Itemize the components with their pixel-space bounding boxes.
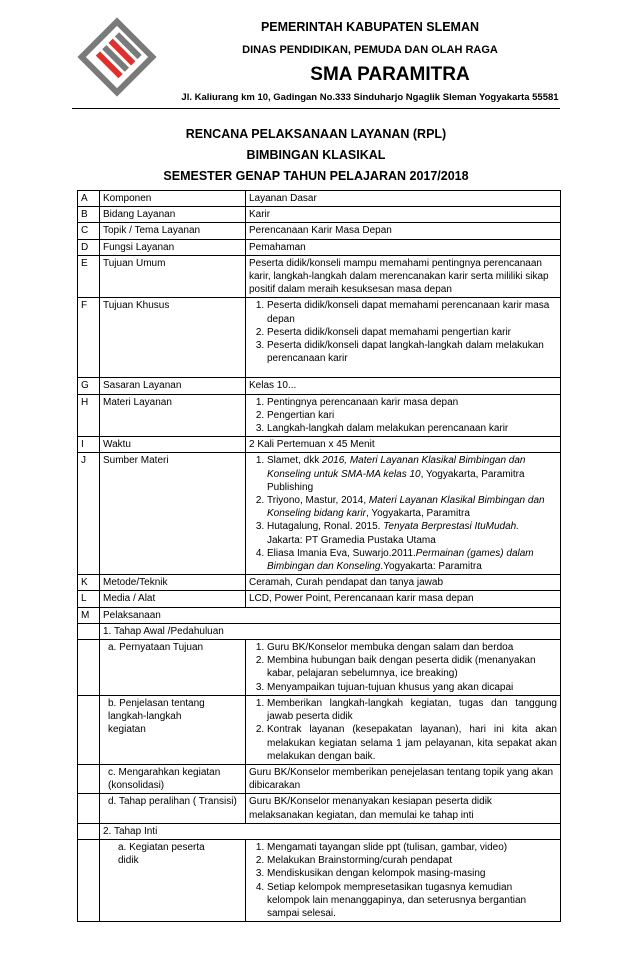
row-letter: F: [78, 298, 100, 378]
table-row: [78, 298, 561, 378]
row-value: Karir: [246, 207, 561, 223]
list-item: 1. Guru BK/Konselor membuka dengan salam dan berdoa: [267, 641, 557, 654]
source-text: , Yogyakarta, Paramitra Publishing: [267, 468, 525, 493]
row-value: [246, 298, 561, 378]
source-text: .Yogyakarta: Paramitra: [380, 561, 482, 573]
row-letter-empty: [78, 794, 100, 823]
row-value: [246, 453, 561, 575]
table-row: [78, 640, 561, 696]
header-divider: [72, 108, 560, 109]
source-text: Triyono, Mastur, 2014,: [267, 495, 369, 507]
rpl-table: [77, 190, 561, 922]
table-row: [78, 839, 561, 921]
row-value: [246, 394, 561, 437]
list-item: 1. Mengamati tayangan slide ppt (tulisan, gambar, video): [267, 841, 557, 854]
row-letter-empty: [78, 623, 100, 639]
list-item: 2. Pengertian kari: [267, 409, 557, 422]
row-letter: J: [78, 453, 100, 575]
table-row: [78, 591, 561, 607]
row-value: [246, 695, 561, 764]
row-value: [246, 839, 561, 921]
source-title: Materi Layanan Klasikal Bimbingan dan Konseling bidang karir: [267, 495, 545, 520]
source-text: , Yogyakarta, Paramitra: [365, 508, 470, 520]
row-letter-empty: [78, 823, 100, 839]
list-item: 1. Peserta didik/konseli dapat memahami perencanaan karir masa depan: [267, 299, 557, 325]
title-line-1: RENCANA PELAKSANAAN LAYANAN (RPL): [185, 127, 447, 141]
stage-heading: 1. Tahap Awal /Pedahuluan: [100, 623, 561, 639]
list-item: 1. Pentingnya perencanaan karir masa depan: [267, 396, 557, 409]
row-letter-empty: [78, 695, 100, 764]
row-value: Guru BK/Konselor menanyakan kesiapan peserta didik melaksanakan kegiatan, dan memulai ke tahap inti: [246, 794, 561, 823]
row-key: Komponen: [100, 191, 246, 207]
header-department: DINAS PENDIDIKAN, PEMUDA DAN OLAH RAGA: [242, 44, 498, 56]
row-letter: M: [78, 607, 100, 623]
row-letter: E: [78, 255, 100, 298]
table-row: [78, 394, 561, 437]
table-row: [78, 823, 561, 839]
document-title: [72, 124, 560, 187]
row-key: c. Mengarahkan kegiatan (konsolidasi): [100, 764, 246, 793]
row-value: Ceramah, Curah pendapat dan tanya jawab: [246, 575, 561, 591]
table-row: [78, 239, 561, 255]
row-key: Tujuan Umum: [100, 255, 246, 298]
source-title: Permainan (games) dalam Bimbingan dan Konseling: [267, 547, 534, 573]
source-text: Slamet, dkk: [267, 455, 323, 467]
table-row: [78, 223, 561, 239]
row-key: b. Penjelasan tentang langkah-langkah kegiatan: [100, 695, 246, 764]
source-text: Eliasa Imania Eva, Suwarjo.2011.: [267, 547, 416, 559]
row-letter: B: [78, 207, 100, 223]
row-value: Pemahaman: [246, 239, 561, 255]
stage-heading: 2. Tahap Inti: [100, 823, 561, 839]
table-row: [78, 607, 561, 623]
table-row: [78, 207, 561, 223]
row-value: Guru BK/Konselor memberikan penejelasan tentang topik yang akan dibicarakan: [246, 764, 561, 793]
row-value: Peserta didik/konseli mampu memahami pentingnya perencanaan karir, langkah-langkah dalam merencanakan karir serta mililiki sikap positif dalam meraih kesuksesan masa depan: [246, 255, 561, 298]
row-key: Sasaran Layanan: [100, 378, 246, 394]
row-key: Materi Layanan: [100, 394, 246, 437]
list-item: 4. Setiap kelompok mempresetasikan tugasnya kemudian kelompok lain menanggapinya, dan seterusnya bergantian sampai selesai.: [267, 881, 557, 921]
list-item: 3. Mendiskusikan dengan kelompok masing-masing: [267, 867, 557, 880]
row-key: a. Pernyataan Tujuan: [100, 640, 246, 696]
row-key: a. Kegiatan peserta didik: [100, 839, 246, 921]
table-row: [78, 191, 561, 207]
header-address: Jl. Kaliurang km 10, Gadingan No.333 Sinduharjo Ngaglik Sleman Yogyakarta 55581: [181, 92, 559, 103]
row-letter: G: [78, 378, 100, 394]
row-value: Kelas 10...: [246, 378, 561, 394]
row-value: LCD, Power Point, Perencanaan karir masa depan: [246, 591, 561, 607]
source-text: Hutagalung, Ronal. 2015.: [267, 521, 384, 533]
row-key: Topik / Tema Layanan: [100, 223, 246, 239]
row-key: Fungsi Layanan: [100, 239, 246, 255]
source-item: [267, 547, 557, 573]
row-letter: D: [78, 239, 100, 255]
source-item: [267, 520, 557, 546]
header-school-name: SMA PARAMITRA: [310, 64, 470, 85]
source-text: Jakarta: PT Gramedia Pustaka Utama: [267, 534, 436, 546]
school-logo: [74, 14, 160, 100]
source-item: [267, 454, 557, 494]
row-value: 2 Kali Pertemuan x 45 Menit: [246, 437, 561, 453]
table-row: [78, 378, 561, 394]
row-letter: L: [78, 591, 100, 607]
list-item: 2. Melakukan Brainstorming/curah pendapat: [267, 854, 557, 867]
table-row: [78, 255, 561, 298]
row-value: [246, 640, 561, 696]
list-item: 2. Kontrak layanan (kesepakatan layanan), hari ini kita akan melakukan kegiatan selama 1 jam pelayanan, kita sepakat akan melakukan dengan baik.: [267, 723, 557, 763]
row-value: Perencanaan Karir Masa Depan: [246, 223, 561, 239]
list-item: 2. Peserta didik/konseli dapat memahami pengertian karir: [267, 326, 557, 339]
row-key: Bidang Layanan: [100, 207, 246, 223]
source-title: Tenyata Berprestasi ItuMudah.: [383, 521, 520, 533]
list-item: 1. Memberikan langkah-langkah kegiatan, tugas dan tanggung jawab peserta didik: [267, 697, 557, 723]
table-row: [78, 695, 561, 764]
row-key: Media / Alat: [100, 591, 246, 607]
list-item: 2. Membina hubungan baik dengan peserta didik (menanyakan kabar, pelajaran sebelumnya, ice breaking): [267, 654, 557, 680]
row-value: Layanan Dasar: [246, 191, 561, 207]
source-item: [267, 494, 557, 520]
table-row: [78, 437, 561, 453]
row-key: Tujuan Khusus: [100, 298, 246, 378]
table-row: [78, 623, 561, 639]
row-key: Pelaksanaan: [100, 607, 561, 623]
row-letter-empty: [78, 839, 100, 921]
table-row: [78, 764, 561, 793]
table-row: [78, 575, 561, 591]
row-key: Waktu: [100, 437, 246, 453]
table-row: [78, 453, 561, 575]
row-letter: I: [78, 437, 100, 453]
title-line-3: SEMESTER GENAP TAHUN PELAJARAN 2017/2018: [163, 169, 469, 183]
header-government: PEMERINTAH KABUPATEN SLEMAN: [260, 20, 480, 34]
row-letter: A: [78, 191, 100, 207]
row-letter: C: [78, 223, 100, 239]
row-letter-empty: [78, 764, 100, 793]
row-key: Metode/Teknik: [100, 575, 246, 591]
source-title: 2016, Materi Layanan Klasikal Bimbingan dan Konseling untuk SMA-MA kelas 10: [267, 455, 526, 480]
row-key: d. Tahap peralihan ( Transisi): [100, 794, 246, 823]
list-item: 3. Langkah-langkah dalam melakukan perencanaan karir: [267, 422, 557, 435]
row-letter: H: [78, 394, 100, 437]
title-line-2: BIMBINGAN KLASIKAL: [246, 148, 386, 162]
row-letter: K: [78, 575, 100, 591]
table-row: [78, 794, 561, 823]
row-letter-empty: [78, 640, 100, 696]
list-item: 3. Menyampaikan tujuan-tujuan khusus yang akan dicapai: [267, 681, 557, 694]
list-item: 3. Peserta didik/konseli dapat langkah-langkah dalam melakukan perencanaan karir: [267, 339, 557, 365]
row-key: Sumber Materi: [100, 453, 246, 575]
